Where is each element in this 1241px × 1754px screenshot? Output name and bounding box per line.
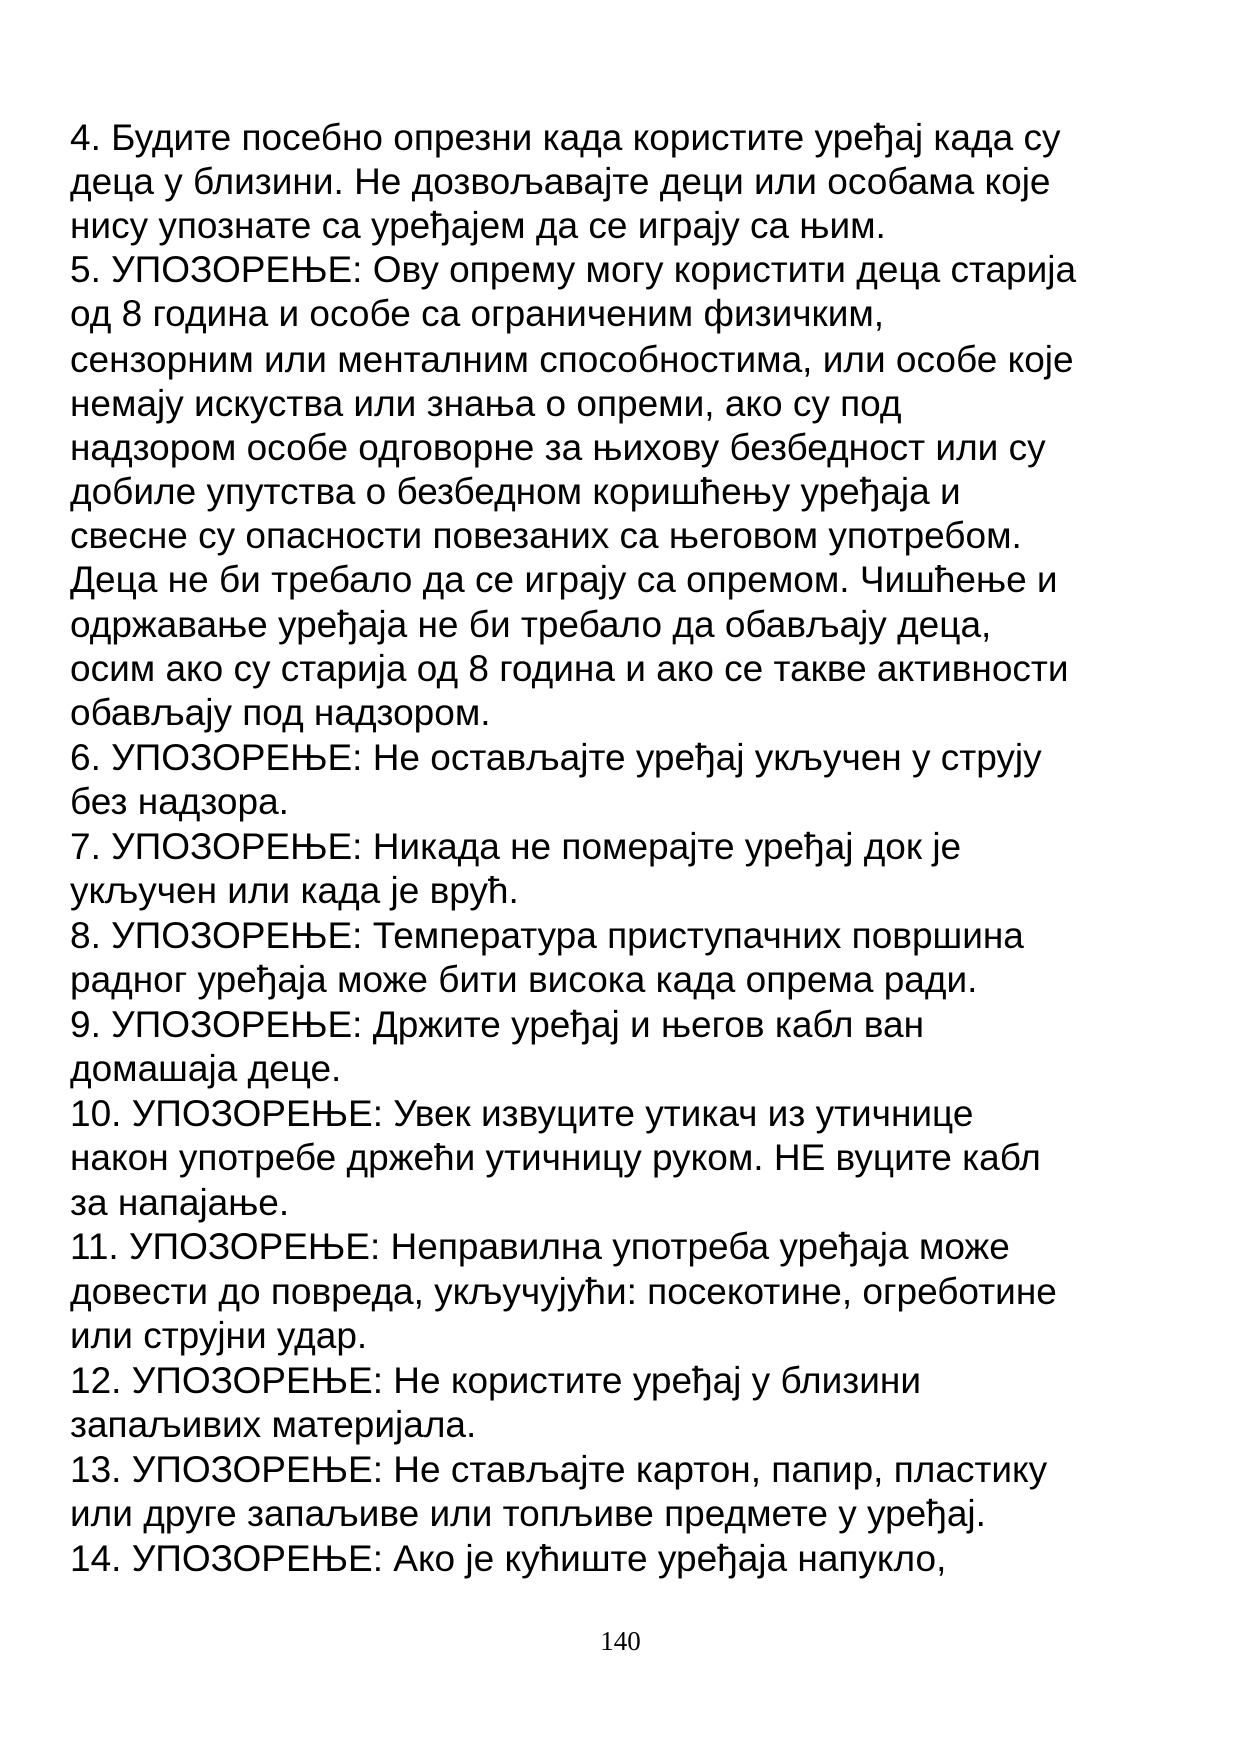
text-line: радног уређаја може бити висока када опрема ради. [70, 959, 978, 1000]
text-line: запаљивих материјала. [70, 1404, 477, 1445]
text-line: 10. УПОЗОРЕЊЕ: Увек извуците утикач из утичнице [70, 1093, 974, 1134]
text-line: од 8 година и особе са ограниченим физичким, [70, 293, 885, 334]
text-line: довести до повреда, укључујући: посекотине, огреботине [70, 1271, 1057, 1312]
text-line: 6. УПОЗОРЕЊЕ: Не остављајте уређај укључен у струју [70, 737, 1042, 778]
text-line: 7. УПОЗОРЕЊЕ: Никада не померајте уређај док је [70, 826, 962, 867]
text-line: сензорним или менталним способностима, или особе које [70, 339, 1074, 380]
text-line: осим ако су старија од 8 година и ако се такве активности [70, 648, 1069, 689]
text-line: 12. УПОЗОРЕЊЕ: Не користите уређај у близини [70, 1360, 921, 1401]
text-line: нису упознате са уређајем да се играју са њим. [70, 205, 886, 246]
text-line: 9. УПОЗОРЕЊЕ: Држите уређај и његов кабл ван [70, 1004, 925, 1045]
text-line: Деца не би требало да се играју са опремом. Чишћење и [70, 559, 1058, 600]
text-line: деца у близини. Не дозвољавајте деци или особама које [70, 161, 1051, 202]
text-line: 13. УПОЗОРЕЊЕ: Не стављајте картон, папир, пластику [70, 1449, 1048, 1490]
text-line: 8. УПОЗОРЕЊЕ: Температура приступачних површина [70, 915, 1024, 956]
text-line: након употребе држећи утичницу руком. НЕ вуците кабл [70, 1137, 1041, 1178]
text-line: 11. УПОЗОРЕЊЕ: Неправилна употреба уређаја може [70, 1226, 1010, 1267]
page-number: 140 [600, 1626, 641, 1656]
text-line: укључен или када је врућ. [70, 870, 519, 911]
text-line: надзором особе одговорне за њихову безбедност или су [70, 427, 1046, 468]
text-line: свесне су опасности повезаних са његовом употребом. [70, 515, 1022, 556]
text-line: 5. УПОЗОРЕЊЕ: Ову опрему могу користити деца старија [70, 249, 1077, 290]
text-line: домашаја деце. [70, 1048, 342, 1089]
text-line: или друге запаљиве или топљиве предмете у уређај. [70, 1493, 986, 1534]
text-line: 14. УПОЗОРЕЊЕ: Ако је кућиште уређаја напукло, [70, 1538, 947, 1579]
text-line: за напајање. [70, 1182, 290, 1223]
text-line: 4. Будите посебно опрезни када користите уређај када су [70, 117, 1061, 158]
text-line: немају искуства или знања о опреми, ако су под [70, 383, 902, 424]
text-line: добиле упутства о безбедном коришћењу уређаја и [70, 471, 961, 512]
text-line: одржавање уређаја не би требало да обављају деца, [70, 604, 992, 645]
text-line: обављају под надзором. [70, 692, 491, 733]
text-line: или струјни удар. [70, 1315, 368, 1356]
text-line: без надзора. [70, 781, 289, 822]
